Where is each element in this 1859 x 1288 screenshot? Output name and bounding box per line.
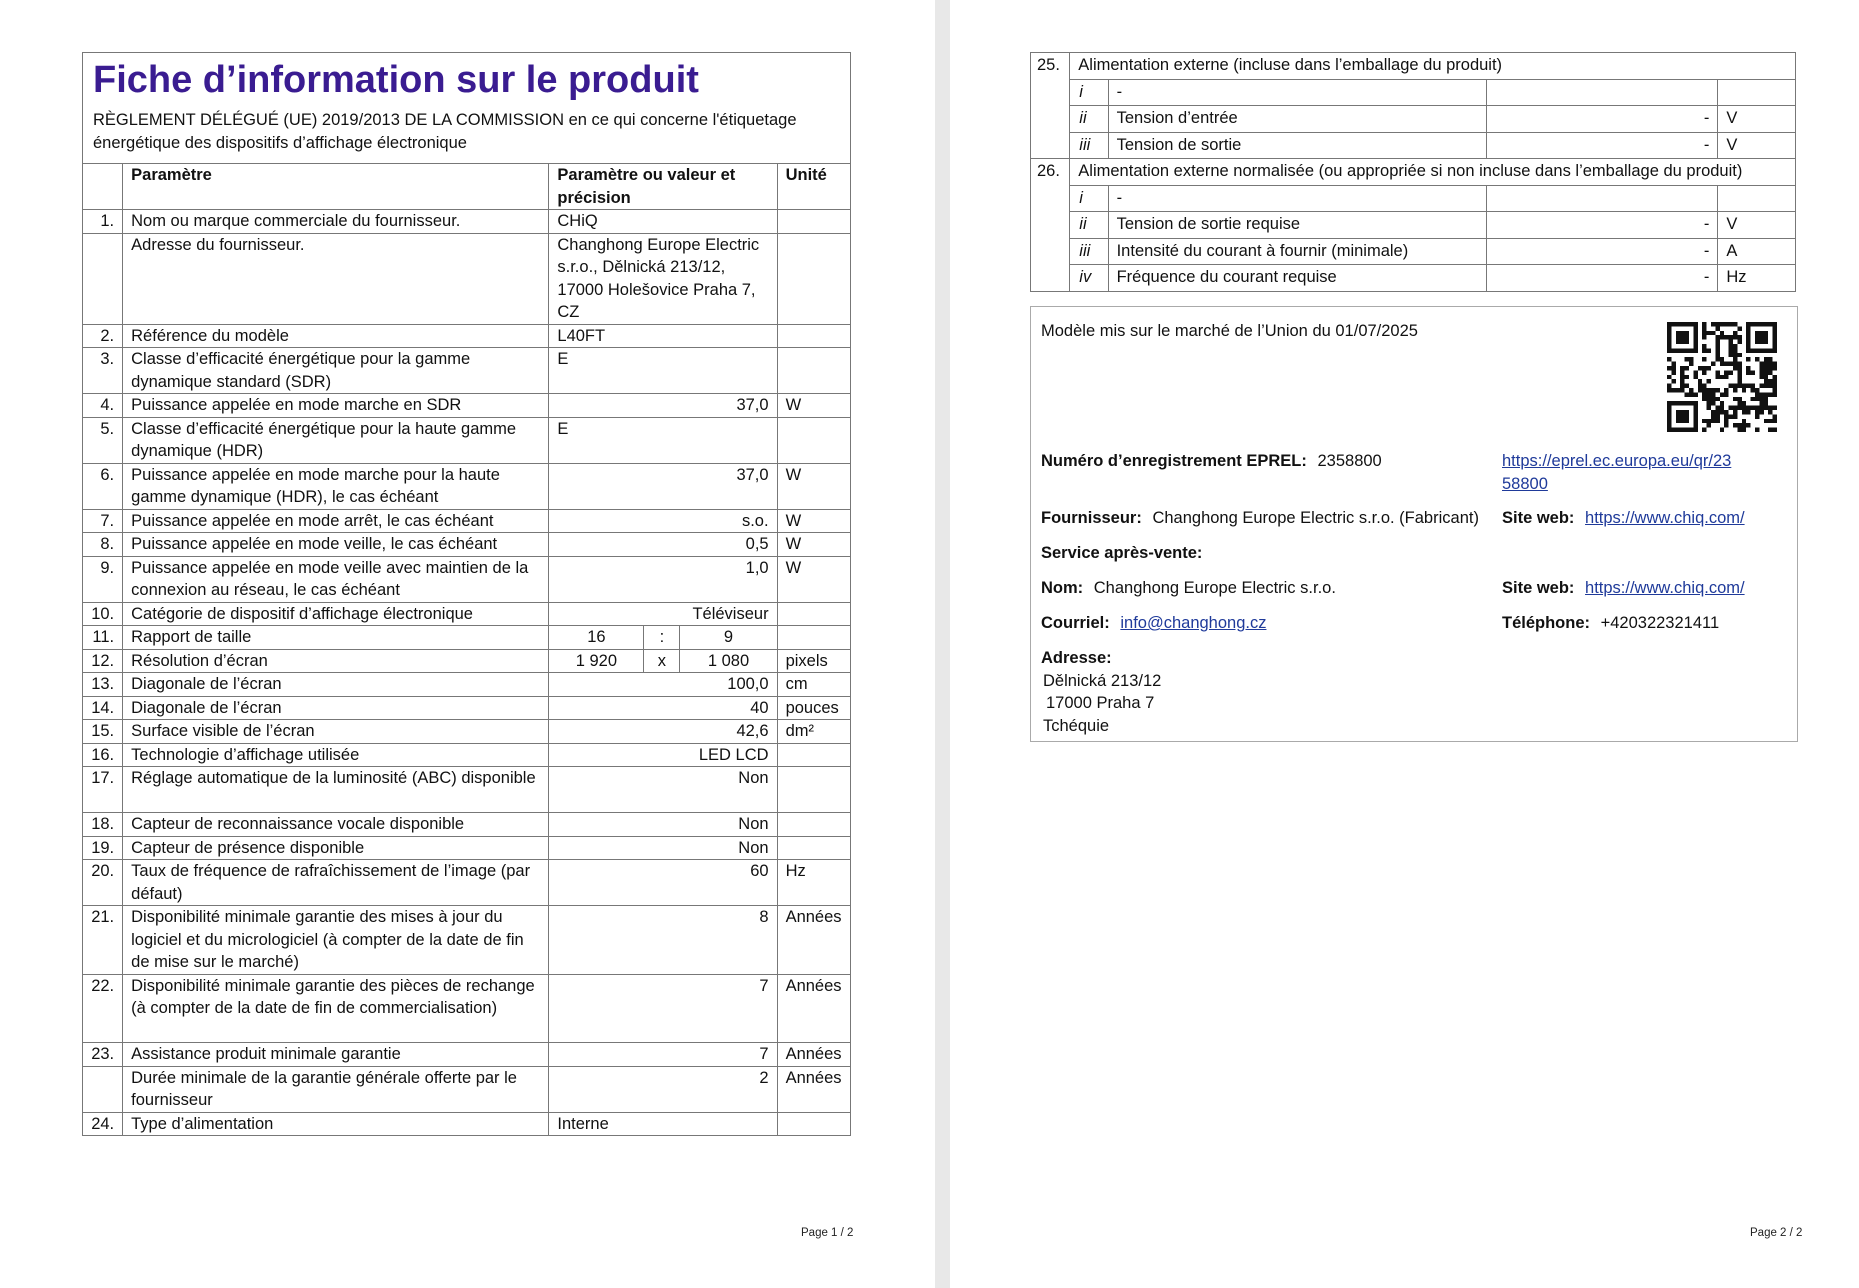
row-number: 2. (83, 324, 123, 348)
ext-sub-unit (1718, 79, 1796, 106)
eprel-label: Numéro d’enregistrement EPREL: (1041, 452, 1307, 470)
table-row (83, 649, 851, 673)
ext-sub-value: - (1486, 238, 1718, 265)
row-number: 9. (83, 556, 123, 602)
page-number-1: Page 1 / 2 (801, 1227, 854, 1239)
eprel-link-line2[interactable]: 58800 (1502, 474, 1548, 493)
row-parameter: Puissance appelée en mode marche en SDR (123, 394, 549, 418)
row-value: LED LCD (549, 743, 777, 767)
site-label-2: Site web: (1502, 579, 1575, 597)
row-unit: W (777, 463, 850, 509)
name-label: Nom: (1041, 579, 1084, 597)
row-parameter: Taux de fréquence de rafraîchissement de l’image (par défaut) (123, 860, 549, 906)
row-value: 1,0 (549, 556, 777, 602)
product-info-table (82, 52, 851, 1136)
row-value: 8 (549, 906, 777, 975)
row-parameter: Capteur de reconnaissance vocale disponible (123, 813, 549, 837)
row-unit (777, 348, 850, 394)
ext-sub-value (1486, 185, 1718, 212)
row-number: 7. (83, 509, 123, 533)
row-value: Interne (549, 1112, 777, 1136)
row-parameter: Assistance produit minimale garantie (123, 1043, 549, 1067)
row-unit (777, 836, 850, 860)
row-value: 7 (549, 1043, 777, 1067)
row-number: 1. (83, 210, 123, 234)
row-unit (777, 813, 850, 837)
ext-subrow (1031, 132, 1796, 159)
site-label: Site web: (1502, 509, 1575, 527)
table-row (83, 348, 851, 394)
row-value: E (549, 348, 777, 394)
phone-number: +420322321411 (1600, 614, 1720, 632)
supplier-label: Fournisseur: (1041, 509, 1142, 527)
ext-subrow (1031, 212, 1796, 239)
title-cell (83, 53, 851, 164)
row-value: 100,0 (549, 673, 777, 697)
row-number: 20. (83, 860, 123, 906)
ext-subrow (1031, 238, 1796, 265)
row-parameter: Diagonale de l’écran (123, 696, 549, 720)
row-parameter: Référence du modèle (123, 324, 549, 348)
row-value: 37,0 (549, 394, 777, 418)
ext-subrow (1031, 185, 1796, 212)
row-unit: Années (777, 906, 850, 975)
table-row (83, 602, 851, 626)
ext-sub-param: Fréquence du courant requise (1108, 265, 1486, 292)
row-number: 6. (83, 463, 123, 509)
row-value: Non (549, 813, 777, 837)
table-row (83, 210, 851, 234)
ext-sub-value: - (1486, 265, 1718, 292)
row-value: 0,5 (549, 533, 777, 557)
row-parameter: Durée minimale de la garantie générale offerte par le fournisseur (123, 1066, 549, 1112)
ext-sub-index: iii (1070, 132, 1108, 159)
ext-sub-param: Tension de sortie (1108, 132, 1486, 159)
page-number-2: Page 2 / 2 (1750, 1227, 1803, 1239)
ext-spacer (1031, 132, 1070, 159)
ext-sub-param: Intensité du courant à fournir (minimale) (1108, 238, 1486, 265)
table-row (83, 696, 851, 720)
row-parameter: Capteur de présence disponible (123, 836, 549, 860)
row-unit (777, 324, 850, 348)
row-parameter: Puissance appelée en mode veille, le cas échéant (123, 533, 549, 557)
row-number: 17. (83, 767, 123, 813)
row-value: 42,6 (549, 720, 777, 744)
ext-sub-value: - (1486, 212, 1718, 239)
ext-sub-param: Tension d’entrée (1108, 106, 1486, 133)
service-heading: Service après-vente: (1041, 544, 1203, 562)
document-title: Fiche d’information sur le produit (93, 59, 699, 101)
row-number: 21. (83, 906, 123, 975)
row-parameter: Réglage automatique de la luminosité (ABC) disponible (123, 767, 549, 813)
ext-subrow (1031, 79, 1796, 106)
header-param: Paramètre (123, 164, 549, 210)
row-number: 10. (83, 602, 123, 626)
row-unit: cm (777, 673, 850, 697)
page-gutter (935, 0, 950, 1288)
ext-sub-value: - (1486, 106, 1718, 133)
ext-sub-param: - (1108, 79, 1486, 106)
address-label: Adresse: (1041, 649, 1112, 667)
table-row (83, 906, 851, 975)
row-unit: pixels (777, 649, 850, 673)
service-site-link[interactable]: https://www.chiq.com/ (1585, 579, 1745, 597)
row-value-a: 1 920 (549, 649, 644, 673)
table-row (83, 556, 851, 602)
row-value: 60 (549, 860, 777, 906)
row-number: 3. (83, 348, 123, 394)
phone-row (1502, 612, 1719, 635)
row-unit (777, 767, 850, 813)
row-value-sep: : (644, 626, 680, 650)
mail-row (1041, 612, 1266, 635)
header-unit: Unité (777, 164, 850, 210)
row-parameter: Adresse du fournisseur. (123, 233, 549, 324)
row-value: 37,0 (549, 463, 777, 509)
row-unit: dm² (777, 720, 850, 744)
row-value: 40 (549, 696, 777, 720)
row-number: 13. (83, 673, 123, 697)
ext-spacer (1031, 265, 1070, 292)
row-number: 24. (83, 1112, 123, 1136)
supplier-name: Changhong Europe Electric s.r.o. (Fabricant) (1152, 509, 1479, 527)
row-value: s.o. (549, 509, 777, 533)
row-number: 19. (83, 836, 123, 860)
table-row (83, 233, 851, 324)
row-number: 12. (83, 649, 123, 673)
row-unit: Années (777, 1043, 850, 1067)
ext-sub-value: - (1486, 132, 1718, 159)
row-value: Téléviseur (549, 602, 777, 626)
table-row (83, 673, 851, 697)
row-parameter: Surface visible de l’écran (123, 720, 549, 744)
phone-label: Téléphone: (1502, 614, 1591, 632)
row-parameter: Puissance appelée en mode arrêt, le cas échéant (123, 509, 549, 533)
ext-spacer (1031, 212, 1070, 239)
row-parameter: Diagonale de l’écran (123, 673, 549, 697)
row-value: 7 (549, 974, 777, 1043)
row-unit (777, 210, 850, 234)
row-number: 11. (83, 626, 123, 650)
row-number (83, 233, 123, 324)
row-unit: Années (777, 974, 850, 1043)
row-parameter: Disponibilité minimale garantie des mises à jour du logiciel et du micrologiciel (à compter de la date de fin de mise sur le marché) (123, 906, 549, 975)
table-row (83, 324, 851, 348)
table-row (83, 533, 851, 557)
service-site-row (1502, 577, 1745, 600)
row-number: 14. (83, 696, 123, 720)
row-value: Non (549, 836, 777, 860)
table-row (83, 1043, 851, 1067)
row-number: 5. (83, 417, 123, 463)
row-parameter: Classe d’efficacité énergétique pour la gamme dynamique standard (SDR) (123, 348, 549, 394)
ext-spacer (1031, 106, 1070, 133)
row-value-a: 16 (549, 626, 644, 650)
row-unit: W (777, 509, 850, 533)
row-unit (777, 626, 850, 650)
row-parameter: Nom ou marque commerciale du fournisseur. (123, 210, 549, 234)
row-unit: W (777, 533, 850, 557)
ext-sub-unit: V (1718, 106, 1796, 133)
row-number: 8. (83, 533, 123, 557)
table-row (83, 860, 851, 906)
row-parameter: Puissance appelée en mode marche pour la haute gamme dynamique (HDR), le cas échéant (123, 463, 549, 509)
mail-label: Courriel: (1041, 614, 1110, 632)
eprel-number: 2358800 (1317, 452, 1382, 470)
ext-sub-unit: V (1718, 212, 1796, 239)
supplier-row (1041, 507, 1479, 530)
row-parameter: Catégorie de dispositif d’affichage électronique (123, 602, 549, 626)
ext-sub-index: iv (1070, 265, 1108, 292)
ext-subrow (1031, 106, 1796, 133)
table-row (83, 974, 851, 1043)
row-number: 18. (83, 813, 123, 837)
ext-spacer (1031, 79, 1070, 106)
table-row (83, 463, 851, 509)
row-parameter: Disponibilité minimale garantie des pièces de rechange (à compter de la date de fin de commercialisation) (123, 974, 549, 1043)
service-name: Changhong Europe Electric s.r.o. (1093, 579, 1336, 597)
address-line-1: Dělnická 213/12 (1043, 671, 1162, 690)
ext-row-r26 (1031, 159, 1796, 186)
table-row (83, 1066, 851, 1112)
row-value: E (549, 417, 777, 463)
table-row (83, 509, 851, 533)
row-unit: W (777, 394, 850, 418)
ext-sub-unit: Hz (1718, 265, 1796, 292)
ext-sub-unit: V (1718, 132, 1796, 159)
row-number: 15. (83, 720, 123, 744)
eprel-qr-code-icon[interactable] (1667, 322, 1777, 432)
row-value-sep: x (644, 649, 680, 673)
row-value: 2 (549, 1066, 777, 1112)
eprel-row (1041, 450, 1382, 473)
row-parameter: Rapport de taille (123, 626, 549, 650)
row-unit: W (777, 556, 850, 602)
address-line-3: Tchéquie (1043, 716, 1110, 735)
table-row (83, 836, 851, 860)
ext-sub-index: iii (1070, 238, 1108, 265)
address-line-2: 17000 Praha 7 (1046, 694, 1155, 712)
ext-spacer (1031, 238, 1070, 265)
ext-sub-index: ii (1070, 212, 1108, 239)
table-row (83, 394, 851, 418)
table-row (83, 417, 851, 463)
ext-sub-param: Tension de sortie requise (1108, 212, 1486, 239)
ext-row-number: 26. (1031, 159, 1070, 186)
ext-row-label: Alimentation externe (incluse dans l’emballage du produit) (1070, 53, 1796, 80)
ext-subrow (1031, 265, 1796, 292)
ext-sub-value (1486, 79, 1718, 106)
row-unit: pouces (777, 696, 850, 720)
header-value: Paramètre ou valeur et précision (549, 164, 777, 210)
row-unit: Hz (777, 860, 850, 906)
supplier-site-link[interactable]: https://www.chiq.com/ (1585, 509, 1745, 527)
ext-sub-index: ii (1070, 106, 1108, 133)
table-row (83, 720, 851, 744)
row-parameter: Puissance appelée en mode veille avec maintien de la connexion au réseau, le cas échéant (123, 556, 549, 602)
row-unit (777, 417, 850, 463)
row-parameter: Technologie d’affichage utilisée (123, 743, 549, 767)
row-value: Changhong Europe Electric s.r.o., Dělnická 213/12, 17000 Holešovice Praha 7, CZ (549, 233, 777, 324)
row-value: Non (549, 767, 777, 813)
ext-sub-param: - (1108, 185, 1486, 212)
supplier-site-row (1502, 507, 1745, 530)
row-parameter: Classe d’efficacité énergétique pour la haute gamme dynamique (HDR) (123, 417, 549, 463)
table-row (83, 626, 851, 650)
ext-spacer (1031, 185, 1070, 212)
row-number (83, 1066, 123, 1112)
market-date: Modèle mis sur le marché de l’Union du 01/07/2025 (1041, 322, 1418, 340)
row-unit (777, 743, 850, 767)
table-row (83, 767, 851, 813)
ext-row-label: Alimentation externe normalisée (ou appropriée si non incluse dans l’emballage du produit) (1070, 159, 1796, 186)
service-name-row (1041, 577, 1336, 600)
row-unit (777, 1112, 850, 1136)
row-parameter: Type d’alimentation (123, 1112, 549, 1136)
row-parameter: Résolution d’écran (123, 649, 549, 673)
address-block (1041, 647, 1161, 737)
row-number: 22. (83, 974, 123, 1043)
table-row (83, 1112, 851, 1136)
regulation-subtitle: RÈGLEMENT DÉLÉGUÉ (UE) 2019/2013 DE LA COMMISSION en ce qui concerne l'étiquetage énergétique des dispositifs d’affichage électronique (93, 111, 797, 152)
table-row (83, 813, 851, 837)
row-unit (777, 602, 850, 626)
row-value-b: 1 080 (680, 649, 777, 673)
mail-link[interactable]: info@changhong.cz (1120, 614, 1267, 632)
table-row (83, 743, 851, 767)
eprel-link[interactable] (1502, 450, 1731, 495)
ext-sub-index: i (1070, 185, 1108, 212)
ext-sub-unit (1718, 185, 1796, 212)
table-header-row (83, 164, 851, 210)
ext-row-number: 25. (1031, 53, 1070, 80)
row-unit: Années (777, 1066, 850, 1112)
ext-row-r25 (1031, 53, 1796, 80)
ext-sub-unit: A (1718, 238, 1796, 265)
row-number: 23. (83, 1043, 123, 1067)
row-value-b: 9 (680, 626, 777, 650)
row-number: 16. (83, 743, 123, 767)
row-value: L40FT (549, 324, 777, 348)
external-power-table (1030, 52, 1796, 292)
ext-sub-index: i (1070, 79, 1108, 106)
row-number: 4. (83, 394, 123, 418)
row-value: CHiQ (549, 210, 777, 234)
eprel-link-line1[interactable]: https://eprel.ec.europa.eu/qr/23 (1502, 452, 1732, 470)
row-unit (777, 233, 850, 324)
